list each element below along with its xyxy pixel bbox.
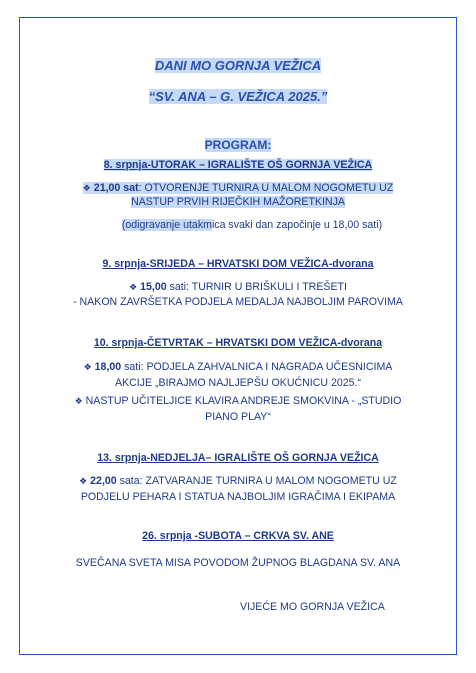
day-1-heading-text: 8. srpnja-UTORAK – IGRALIŠTE OŠ GORNJA VEŽICA bbox=[103, 159, 373, 171]
signature bbox=[240, 601, 385, 614]
day-3-time: 18,00 bbox=[94, 361, 122, 373]
day-2-line-2 bbox=[19, 296, 457, 309]
day-3-line-3 bbox=[19, 395, 457, 408]
signature-text: VIJEĆE MO GORNJA VEŽICA bbox=[240, 601, 385, 613]
bullet-icon: ❖ bbox=[82, 183, 91, 193]
day-1-text-1: : OTVORENJE TURNIRA U MALOM NOGOMETU UZ bbox=[138, 182, 394, 194]
day-4-text-1: sata: ZATVARANJE TURNIRA U MALOM NOGOMETU UZ bbox=[116, 475, 397, 487]
day-4-line-2 bbox=[19, 491, 457, 504]
day-4-time: 22,00 bbox=[90, 475, 117, 487]
day-3-heading bbox=[19, 337, 457, 350]
day-3-text-1: sati: PODJELA ZAHVALNICA I NAGRADA UČESNICIMA bbox=[121, 361, 393, 373]
day-5-heading-text: 26. srpnja -SUBOTA – CRKVA SV. ANE bbox=[142, 530, 334, 542]
day-1-heading bbox=[19, 159, 457, 172]
day-3-text-4: PIANO PLAY“ bbox=[205, 411, 271, 423]
day-2-heading bbox=[19, 258, 457, 271]
day-4-line-1 bbox=[19, 475, 457, 488]
bullet-icon: ❖ bbox=[79, 476, 88, 486]
day-2-text-2: - NAKON ZAVRŠETKA PODJELA MEDALJA NAJBOLJIM PAROVIMA bbox=[73, 296, 403, 308]
day-1-text-3a: (odigravanje utakm bbox=[121, 219, 212, 231]
day-1-text-2: NASTUP PRVIH RIJEČKIH MAŽORETKINJA bbox=[131, 196, 345, 208]
program-heading bbox=[19, 138, 457, 153]
bullet-icon: ❖ bbox=[129, 282, 138, 292]
event-subtitle-text: “SV. ANA – G. VEŽICA 2025.” bbox=[148, 89, 328, 104]
program-label: PROGRAM: bbox=[204, 138, 272, 152]
day-1-line-2 bbox=[19, 196, 457, 209]
day-5-text-1: SVEČANA SVETA MISA POVODOM ŽUPNOG BLAGDANA SV. ANA bbox=[75, 557, 401, 569]
bullet-icon: ❖ bbox=[74, 396, 83, 406]
day-1-time: 21,00 sat bbox=[93, 182, 139, 194]
day-4-heading bbox=[19, 452, 457, 465]
day-1-line-3 bbox=[33, 219, 471, 232]
day-2-text-1: sati: TURNIR U BRIŠKULI I TREŠETI bbox=[166, 281, 347, 293]
event-title-line2 bbox=[19, 89, 457, 105]
day-3-line-1 bbox=[19, 361, 457, 374]
event-title-line1 bbox=[19, 58, 457, 74]
day-4-text-2: PODJELU PEHARA I STATUA NAJBOLJIM IGRAČIMA I EKIPAMA bbox=[80, 491, 396, 503]
bullet-icon: ❖ bbox=[83, 362, 92, 372]
day-2-time: 15,00 bbox=[140, 281, 167, 293]
day-1-line-1 bbox=[19, 182, 457, 195]
day-5-heading bbox=[19, 530, 457, 543]
event-title-text: DANI MO GORNJA VEŽICA bbox=[154, 58, 322, 73]
day-3-heading-text: 10. srpnja-ČETVRTAK – HRVATSKI DOM VEŽICA-dvorana bbox=[93, 337, 383, 349]
day-3-line-4 bbox=[19, 411, 457, 424]
day-2-heading-text: 9. srpnja-SRIJEDA – HRVATSKI DOM VEŽICA-dvorana bbox=[102, 258, 374, 270]
day-3-line-2 bbox=[19, 377, 457, 390]
day-3-text-3: NASTUP UČITELJICE KLAVIRA ANDREJE SMOKVINA - „STUDIO bbox=[85, 395, 402, 407]
day-2-line-1 bbox=[19, 281, 457, 294]
day-5-line-1 bbox=[19, 557, 457, 570]
day-1-text-3b: ica svaki dan započinje u 18,00 sati) bbox=[211, 219, 383, 231]
day-4-heading-text: 13. srpnja-NEDJELJA– IGRALIŠTE OŠ GORNJA VEŽICA bbox=[97, 452, 379, 464]
day-3-text-2: AKCIJE „BIRAJMO NAJLJEPŠU OKUĆNICU 2025.“ bbox=[114, 377, 362, 389]
